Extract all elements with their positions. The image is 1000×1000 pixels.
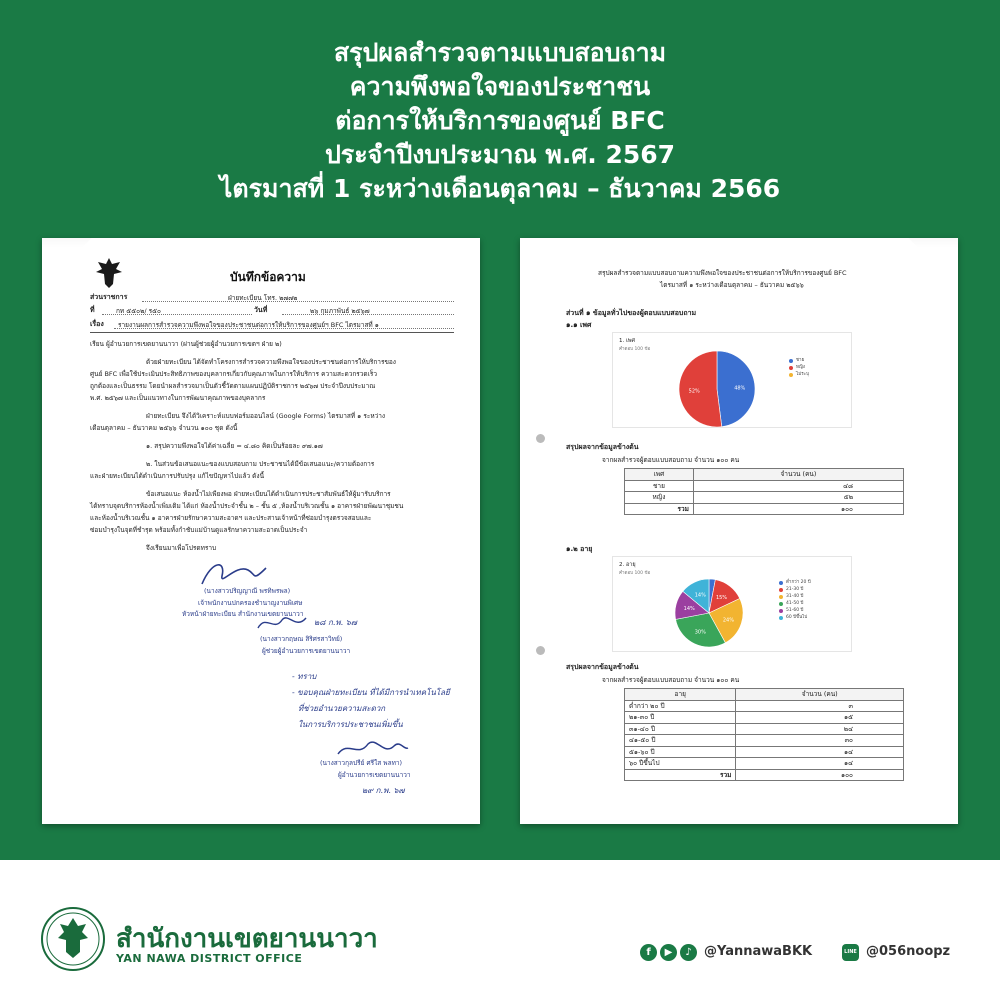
memo-body-line: ถูกต้องและเป็นธรรม โดยนำผลสำรวจมาเป็นตัวชี้วัดตามแผนปฏิบัติราชการ ๒๕๖๗ ประจำปีงบประมาณ xyxy=(90,382,376,390)
office-name-thai: สำนักงานเขตยานนาวา xyxy=(116,924,378,954)
table-total-row xyxy=(625,503,904,515)
garuda-emblem-icon xyxy=(94,256,124,290)
section-1-heading: ส่วนที่ ๑ ข้อมูลทั่วไปของผู้ตอบแบบสอบถาม xyxy=(566,309,697,317)
age-chart-subtitle: คำตอบ 100 ข้อ xyxy=(619,571,651,576)
age-pie-chart xyxy=(673,577,745,649)
gender-heading: ๑.๑ เพศ xyxy=(566,321,592,329)
tiktok-icon[interactable]: ♪ xyxy=(680,944,697,961)
memo-title: บันทึกข้อความ xyxy=(230,270,306,284)
signer2-date: ๒๘ ก.พ. ๖๗ xyxy=(314,618,357,627)
age-legend xyxy=(779,579,811,621)
legend-entry xyxy=(789,364,809,371)
pie-data-label: 15% xyxy=(715,594,728,601)
handwritten-note-line: - ทราบ xyxy=(292,672,317,681)
memo-body-line: ๑. สรุปความพึงพอใจได้ค่าเฉลี่ย = ๔.๘๐ คิดเป็นร้อยละ ๙๗.๑๗ xyxy=(146,442,323,450)
table-header-cell: จำนวน (คน) xyxy=(736,689,904,701)
age-heading: ๑.๒ อายุ xyxy=(566,545,593,553)
signer1-name: (นางสาวปริญญาณี พรทิพรพล) xyxy=(204,587,291,595)
subject-value: รายงานผลการสำรวจความพึงพอใจของประชาชนต่อการให้บริการของศูนย์ฯ BFC ไตรมาสที่ ๑ xyxy=(118,321,379,329)
report-title: สรุปผลสำรวจตามแบบสอบถามความพึงพอใจของประชาชนต่อการให้บริการของศูนย์ BFC xyxy=(598,269,847,277)
table-header-cell: อายุ xyxy=(625,689,736,701)
table-row xyxy=(625,712,904,724)
table-row xyxy=(625,746,904,758)
signer3-position: ผู้อำนวยการเขตยานนาวา xyxy=(338,771,411,779)
pie-data-label: 24% xyxy=(722,617,734,624)
age-summary-subtitle: จากผลสำรวจผู้ตอบแบบสอบถาม จำนวน ๑๐๐ คน xyxy=(602,676,740,684)
table-header-row xyxy=(625,469,904,481)
signer1-position: เจ้าพนักงานปกครองชำนาญงานพิเศษ xyxy=(198,599,303,607)
table-cell: ๔๑-๕๐ ปี xyxy=(625,735,736,747)
table-row xyxy=(625,700,904,712)
legend-swatch xyxy=(779,588,783,592)
legend-label: 41-50 ปี xyxy=(786,601,804,606)
table-header-row xyxy=(625,689,904,701)
youtube-icon[interactable]: ▶ xyxy=(660,944,677,961)
headline-line-3: ต่อการให้บริการของศูนย์ BFC xyxy=(335,106,665,135)
legend-label: ต่ำกว่า 20 ปี xyxy=(786,580,811,585)
signature-1 xyxy=(192,556,282,590)
page-curl xyxy=(909,238,958,287)
headline-line-2: ความพึงพอใจของประชาชน xyxy=(349,72,651,101)
legend-swatch xyxy=(789,373,793,377)
table-cell: ๓ xyxy=(736,700,904,712)
footer xyxy=(0,860,1000,1000)
table-cell: ต่ำกว่า ๒๐ ปี xyxy=(625,700,736,712)
table-cell: ๑๕ xyxy=(736,712,904,724)
table-cell: หญิง xyxy=(625,492,694,504)
table-header-cell: เพศ xyxy=(625,469,694,481)
memo-body-line: จึงเรียนมาเพื่อโปรดทราบ xyxy=(146,544,217,552)
facebook-icon[interactable]: f xyxy=(640,944,657,961)
table-row xyxy=(625,480,904,492)
signer2-position: ผู้ช่วยผู้อำนวยการเขตยานนาวา xyxy=(262,647,351,655)
signer1-unit: หัวหน้าฝ่ายทะเบียน สำนักงานเขตยานนาวา xyxy=(182,610,304,618)
legend-swatch xyxy=(779,602,783,606)
memo-body-line: ศูนย์ BFC เพื่อใช้ประเมินประสิทธิภาพของบุคลากรเกี่ยวกับคุณภาพในการให้บริการ ความสะดวกรวดเร็ว xyxy=(90,370,378,378)
legend-swatch xyxy=(779,581,783,585)
gender-table xyxy=(624,468,904,515)
memo-body-line: ข้อเสนอแนะ ห้องน้ำไม่เพียงพอ ฝ่ายทะเบียนได้ดำเนินการประชาสัมพันธ์ให้ผู้มารับบริการ xyxy=(146,490,391,498)
headline-line-5: ไตรมาสที่ 1 ระหว่างเดือนตุลาคม – ธันวาคม 2566 xyxy=(219,174,781,203)
memo-body-line: ได้ทราบจุดบริการห้องน้ำเพิ่มเติม ได้แก่ ห้องน้ำประจำชั้น ๒ – ชั้น ๕ ,ห้องน้ำบริเวณชั้น ๑ อาคารฝ่ายพัฒนาชุมชน xyxy=(90,502,404,510)
table-cell: ๖๐ ปีขึ้นไป xyxy=(625,758,736,770)
agency-value: ฝ่ายทะเบียน โทร. ๒๗๗๒ xyxy=(228,294,298,302)
pie-data-label: 52% xyxy=(688,388,700,395)
legend-label: 60 ปีขึ้นไป xyxy=(786,615,808,620)
legend-label: 51-60 ปี xyxy=(786,608,804,613)
memo-body-line: ซ่อมบำรุงในจุดที่ชำรุด พร้อมทั้งกำชับแม่บ้านดูแลรักษาความสะอาดเป็นประจำ xyxy=(90,526,308,534)
table-cell: ๑๐๐ xyxy=(693,503,903,515)
table-cell: ๕๑-๖๐ ปี xyxy=(625,746,736,758)
legend-entry xyxy=(779,607,811,614)
legend-label: หญิง xyxy=(796,365,805,370)
memo-body-line: ฝ่ายทะเบียน จึงได้วิเคราะห์แบบฟอร์มออนไลน์ (Google Forms) ไตรมาสที่ ๑ ระหว่าง xyxy=(146,412,386,420)
punch-hole xyxy=(536,646,545,655)
table-cell: ๑๔ xyxy=(736,746,904,758)
legend-entry xyxy=(789,371,809,378)
pie-data-label: 30% xyxy=(694,629,706,636)
age-summary-title: สรุปผลจากข้อมูลข้างต้น xyxy=(566,663,639,671)
legend-swatch xyxy=(789,359,793,363)
legend-entry xyxy=(789,357,809,364)
table-total-row xyxy=(625,769,904,781)
line-handle[interactable]: @056noopz xyxy=(866,944,951,959)
legend-swatch xyxy=(779,609,783,613)
table-cell: ๓๐ xyxy=(736,735,904,747)
headline xyxy=(0,36,1000,206)
legend-entry xyxy=(779,614,811,621)
legend-swatch xyxy=(779,616,783,620)
age-table xyxy=(624,688,904,781)
gender-chart-title: 1. เพศ xyxy=(619,338,635,344)
gender-summary-subtitle: จากผลสำรวจผู้ตอบแบบสอบถาม จำนวน ๑๐๐ คน xyxy=(602,456,740,464)
legend-label: 21-30 ปี xyxy=(786,587,804,592)
pie-data-label: 14% xyxy=(683,605,695,612)
table-cell: ชาย xyxy=(625,480,694,492)
handwritten-note-line: ที่ช่วยอำนวยความสะดวก xyxy=(298,704,386,713)
gender-legend xyxy=(789,357,809,378)
legend-entry xyxy=(779,593,811,600)
memo-salutation: เรียน ผู้อำนวยการเขตยานนาวา (ผ่านผู้ช่วยผู้อำนวยการเขตฯ ฝ่าย ๒) xyxy=(90,340,282,348)
gender-chart-subtitle: คำตอบ 100 ข้อ xyxy=(619,347,651,352)
memo-body-line: และฝ่ายทะเบียนได้ดำเนินการปรับปรุง แก้ไขปัญหาไปแล้ว ดังนี้ xyxy=(90,472,265,480)
headline-line-4: ประจำปีงบประมาณ พ.ศ. 2567 xyxy=(324,140,676,169)
date-value: ๒๖ กุมภาพันธ์ ๒๕๖๗ xyxy=(310,307,370,315)
legend-label: ไม่ระบุ xyxy=(796,372,809,377)
gender-summary-title: สรุปผลจากข้อมูลข้างต้น xyxy=(566,443,639,451)
legend-entry xyxy=(779,579,811,586)
table-cell: ๑๐๐ xyxy=(736,769,904,781)
report-subtitle: ไตรมาสที่ ๑ ระหว่างเดือนตุลาคม – ธันวาคม ๒๕๖๖ xyxy=(660,281,804,289)
pie-data-label: 48% xyxy=(734,385,746,392)
social-handle[interactable]: @YannawaBKK xyxy=(704,944,813,959)
table-header-cell: จำนวน (คน) xyxy=(693,469,903,481)
legend-entry xyxy=(779,586,811,593)
line-icon[interactable]: LINE xyxy=(842,944,859,961)
district-seal-icon xyxy=(40,906,106,972)
gender-pie-chart xyxy=(677,349,757,429)
signer3-date: ๒๙ ก.พ. ๖๗ xyxy=(362,786,405,795)
table-row xyxy=(625,723,904,735)
gender-chart-card xyxy=(612,332,852,428)
table-cell: ๔๘ xyxy=(693,480,903,492)
subject-label: เรื่อง xyxy=(90,320,104,328)
headline-line-1: สรุปผลสำรวจตามแบบสอบถาม xyxy=(333,38,667,67)
table-cell: ๒๔ xyxy=(736,723,904,735)
ref-value: กท ๕๕๐๒/ ร๕๐ xyxy=(116,307,162,315)
signature-2 xyxy=(252,610,312,634)
table-cell: ๑๔ xyxy=(736,758,904,770)
table-cell: ๒๑-๓๐ ปี xyxy=(625,712,736,724)
table-cell: ๕๒ xyxy=(693,492,903,504)
report-document xyxy=(520,238,958,824)
pie-slice xyxy=(679,351,722,427)
page-curl xyxy=(42,238,91,287)
legend-entry xyxy=(779,600,811,607)
handwritten-note-line: ในการบริการประชาชนเพิ่มขึ้น xyxy=(298,720,403,729)
ref-label: ที่ xyxy=(90,306,95,314)
memo-body-line: เดือนตุลาคม – ธันวาคม ๒๕๖๖ จำนวน ๑๐๐ ชุด ดังนี้ xyxy=(90,424,238,432)
memo-body-line: ด้วยฝ่ายทะเบียน ได้จัดทำโครงการสำรวจความพึงพอใจของประชาชนต่อการให้บริการของ xyxy=(146,358,396,366)
table-row xyxy=(625,758,904,770)
signer2-name: (นางสาวกฤษณ สิริศรสาวิทย์) xyxy=(260,635,343,643)
handwritten-note-line: - ขอบคุณฝ่ายทะเบียน ที่ได้มีการนำเทคโนโลยี xyxy=(292,688,450,697)
agency-label: ส่วนราชการ xyxy=(90,293,128,301)
age-chart-card xyxy=(612,556,852,652)
memo-body-line: และห้องน้ำบริเวณชั้น ๑ อาคารฝ่ายรักษาความสะอาดฯ และประสานเจ้าหน้าที่ซ่อมบำรุงตรวจสอบและ xyxy=(90,514,372,522)
table-cell: ๓๑-๔๐ ปี xyxy=(625,723,736,735)
legend-label: ชาย xyxy=(796,358,805,363)
signer3-name: (นางสาวกุลปรีย์ ศรีใส พลทา) xyxy=(320,759,403,767)
legend-label: 31-40 ปี xyxy=(786,594,804,599)
table-cell: รวม xyxy=(625,503,694,515)
memo-document xyxy=(42,238,480,824)
age-chart-title: 2. อายุ xyxy=(619,562,636,568)
legend-swatch xyxy=(779,595,783,599)
table-cell: รวม xyxy=(625,769,736,781)
pie-data-label: 14% xyxy=(694,592,706,599)
date-label: วันที่ xyxy=(254,306,268,314)
memo-body-line: ๒. ในส่วนข้อเสนอแนะของแบบสอบถาม ประชาชนได้มีข้อเสนอแนะ/ความต้องการ xyxy=(146,460,375,468)
table-row xyxy=(625,492,904,504)
office-name-english: YAN NAWA DISTRICT OFFICE xyxy=(116,952,303,965)
table-row xyxy=(625,735,904,747)
punch-hole xyxy=(536,434,545,443)
memo-body-line: พ.ศ. ๒๕๖๗ และเป็นแนวทางในการพัฒนาคุณภาพของบุคลากร xyxy=(90,394,266,402)
legend-swatch xyxy=(789,366,793,370)
